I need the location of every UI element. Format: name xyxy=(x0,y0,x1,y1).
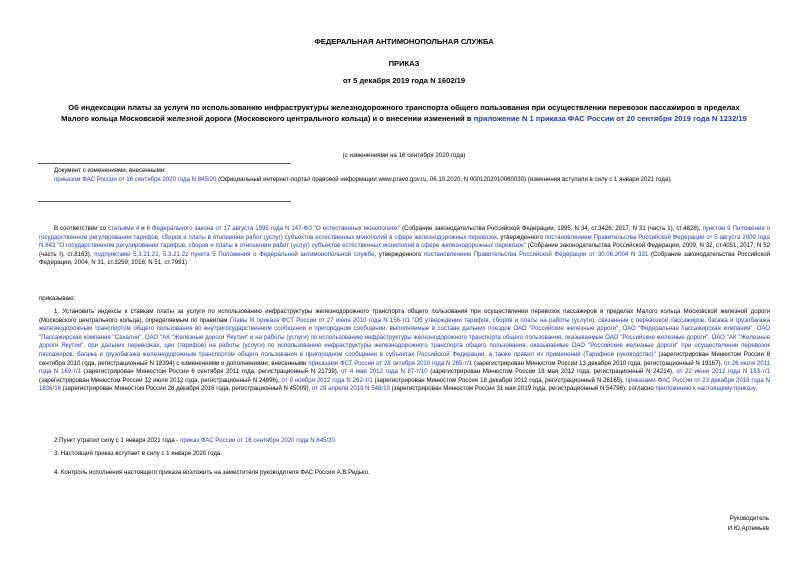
fas-order-548-link[interactable]: от 29 апреля 2019 N 548/19 xyxy=(311,385,390,393)
item-1-text: (зарегистрирован Минюстом России 12 июля 2012 года, регистрационный N 24896), xyxy=(39,376,282,384)
document-subject xyxy=(56,103,752,124)
changes-block xyxy=(39,167,770,184)
fas-order-845-link[interactable]: приказ ФАС России от 16 сентября 2020 года N 845/20 xyxy=(180,437,335,444)
changes-order-link[interactable]: приказом ФАС России от 16 сентября 2020 года N 845/20 xyxy=(54,175,217,183)
government-decree-643-link[interactable]: постановлением Правительства Российской Федерации от 5 августа 2009 года N 643 "О государственном регулировании тарифов, сборов и платы в отношении работ (услуг) субъектов естественных монополий в сфере железнодорожных перевозок" xyxy=(39,233,771,250)
changes-detail xyxy=(39,176,770,185)
regulation-point-9-link[interactable]: пунктом 9 Положения о государственном регулировании тарифов, сборов и платы в отношении работ (услуг) субъектов естественных монополий в сфере железнодорожных перевозок xyxy=(39,225,770,241)
item-3-text: 3. Настоящий приказ вступает в силу с 1 января 2020 года. xyxy=(54,450,222,457)
signatory-role: Руководитель xyxy=(729,515,769,522)
fas-regulation-subpoints-link[interactable]: подпунктами 5.3.21.21, 5.3.21.22 пункта 5 Положения о Федеральной антимонопольной службе xyxy=(94,250,375,258)
appendix-link[interactable]: приложению к настоящему приказу xyxy=(655,385,756,393)
subject-text: Об индексации платы за услуги по использованию инфраструктуры железнодорожного транспорта общего пользования при осуществлении перевозок пассажиров в пределах Малого кольца Московской железной дороги (Московского центрального кольца) и о внесении изменений в xyxy=(61,103,740,123)
item-4-paragraph xyxy=(39,469,770,478)
government-decree-331-link[interactable]: постановлением Правительства Российской Федерации от 30.06.2004 N 331 xyxy=(423,250,649,258)
fst-order-87-link[interactable]: от 4 мая 2012 года N 87-т/10 xyxy=(341,368,428,376)
changes-lead: Документ с изменениями, внесенными: xyxy=(54,167,166,174)
divider-top xyxy=(38,163,291,164)
issuing-authority: ФЕДЕРАЛЬНАЯ АНТИМОНОПОЛЬНАЯ СЛУЖБА xyxy=(314,37,494,46)
preamble-text: (Собрание законодательства Российской Федерации, 1995, N 34, ст.3426; 2017, N 31 (часть 1), ст.4828), xyxy=(400,225,703,232)
preamble-text: , утвержденного xyxy=(374,250,424,258)
fas-order-1836-link[interactable]: приказами ФАС России от 23 декабря 2016 года N 1836/16 xyxy=(39,376,771,393)
fst-order-156-link[interactable]: Главы III приказа ФСТ России от 27 июля 2010 года N 156-т/1 "Об утверждении тарифов, сборов и платы на работы (услуги), связанные с перевозкой пассажиров, багажа и грузобагажа железнодорожным транспортом общего пользования во внутригосударственном сообщении и пригородном сообщении, выполняемые в составе дальних поездов ОАО "Российские железные дороги", ОАО "Федеральная пассажирская компания", ОАО "Пассажирская компания "Сахалин", ОАО "АК "Железные дороги Якутии" и на работы (услуги) по использованию инфраструктуры железнодорожного транспорта общего пользования, оказываемые ОАО "Российские железные дороги", ОАО "АК "Железные дороги Якутии", при дальних перевозках, цен (тарифов) на работы (услуги) по использованию инфраструктуры железнодорожного транспорта общего пользования, оказываемые ОАО "Российские железные дороги" при осуществлении перевозок пассажиров, багажа и грузобагажа железнодорожным транспортом общего пользования в пригородном сообщении в субъектах Российской Федерации, а также правил их применения (Тарифное руководство)" xyxy=(39,316,771,358)
item-1-text: (зарегистрирован Минюстом России 31 мая 2019 года, регистрационный N 54796), согласно xyxy=(389,385,656,393)
preamble-text: и xyxy=(139,225,147,232)
fst-order-153-link[interactable]: от 22 июня 2012 года N 153-т/1 xyxy=(676,368,770,376)
item-1-text: 1. Установить индексы к ставкам платы за услуги по использованию инфраструктуры железнодорожного транспорта общего пользования при осуществлении перевозок пассажиров в пределах Малого кольца Московской железной дороги (Московского центрального кольца), определяемым по правилам xyxy=(39,308,770,324)
item-1-text: (зарегистрирован Минюстом России 6 сентября 2011 года, регистрационный N 21739), xyxy=(81,368,342,376)
signatory-name: И.Ю.Артемьев xyxy=(727,524,769,532)
subject-appendix-link[interactable]: приложение N 1 приказа ФАС России от 20 сентября 2019 года N 1232/19 xyxy=(473,113,747,123)
order-word: приказываю: xyxy=(39,295,76,302)
signature-block xyxy=(728,514,769,533)
monopoly-law-link[interactable]: 6 Федерального закона от 17 августа 1995 года N 147-ФЗ "О естественных монополиях" xyxy=(146,225,401,232)
preamble-text: В соответствии со xyxy=(54,225,108,232)
item-4-text: 4. Контроль исполнения настоящего приказа возложить на заместителя руководителя ФАС России А.В.Редько. xyxy=(54,469,370,476)
item-1-paragraph xyxy=(39,308,770,394)
document-type: ПРИКАЗ xyxy=(388,59,420,68)
item-2-text: 2.Пункт утратил силу с 1 января 2021 года - xyxy=(54,437,181,444)
fst-order-262-link[interactable]: от 9 ноября 2012 года N 262-т/1 xyxy=(281,376,373,384)
divider-bottom xyxy=(38,201,291,202)
preamble-text: (Собрание законодательства Российской Федерации, 2009, N 32, ст.4051; 2017, N 52 (часть I), ст.8163), xyxy=(39,242,770,258)
item-1-text: (зарегистрирован Минюстом России 18 декабря 2012 года, регистрационный N 26165), xyxy=(372,376,626,384)
preamble-paragraph xyxy=(39,225,770,268)
item-1-text: (зарегистрирован Минюстом России 18 мая 2012 года, регистрационный N 24214), xyxy=(427,368,677,376)
item-2-paragraph xyxy=(39,437,770,446)
fst-order-265-link[interactable]: приказами ФСТ России от 28 октября 2010 года N 265-т/1 xyxy=(308,359,473,367)
item-1-text: (зарегистрирован Минюстом России 8 сентября 2010 года, регистрационный N 18394) с изменениями и дополнениями, внесенными xyxy=(39,350,770,367)
document-date-number: от 5 декабря 2019 года N 1602/19 xyxy=(342,76,466,85)
item-1-text: . xyxy=(755,385,757,393)
item-1-text: (зарегистрирован Минюстом России 13 декабря 2010 года, регистрационный N 19167), xyxy=(472,359,725,367)
fst-order-169-link[interactable]: от 26 июля 2011 года N 169-т/1 xyxy=(39,359,770,376)
amendment-note: (с изменениями на 16 сентября 2020 года) xyxy=(342,152,466,159)
item-1-text: (зарегистрирован Минюстом России 28 декабря 2016 года, регистрационный N 45009), xyxy=(61,385,312,393)
law-articles-4-link[interactable]: статьями 4 xyxy=(107,225,140,232)
item-2-text: . xyxy=(334,437,337,444)
preamble-text: , утвержденного xyxy=(496,233,545,241)
preamble-text: (Собрание законодательства Российской Федерации, 2004, N 31, ст.3259; 2018, N 51, ст.7991) xyxy=(39,250,770,267)
changes-detail-text: (Официальный интернет-портал правовой информации www.pravo.gov.ru, 06.10.2020, N 0001202010060030) (изменения вступили в силу с 1 января 2021 года). xyxy=(216,175,672,183)
item-3-paragraph xyxy=(39,450,770,459)
